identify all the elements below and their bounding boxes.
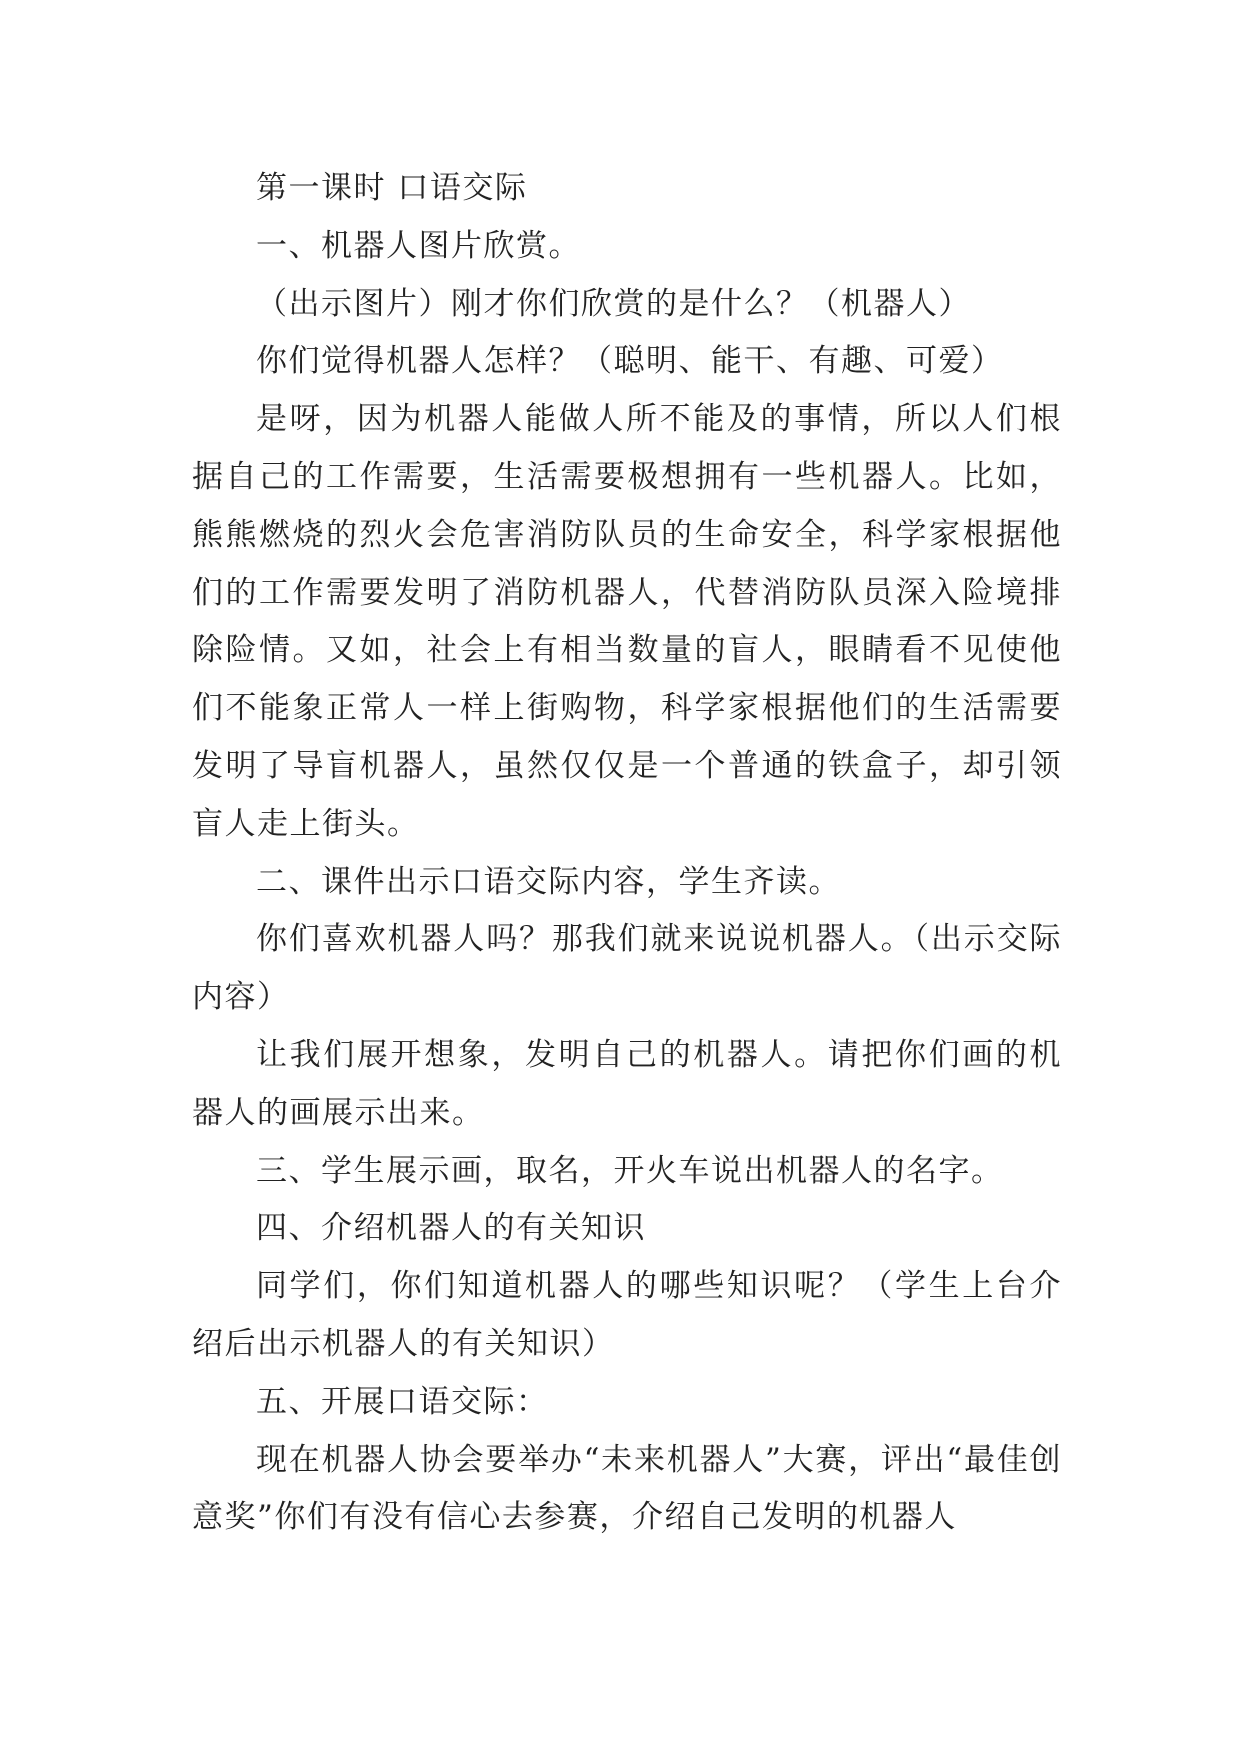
paragraph: 你们喜欢机器人吗？那我们就来说说机器人。（出示交际内容） <box>192 921 1062 1016</box>
paragraph: （出示图片）刚才你们欣赏的是什么？（机器人） <box>256 285 971 322</box>
paragraph: 是呀，因为机器人能做人所不能及的事情，所以人们根据自己的工作需要，生活需要极想拥有一些机器人。比如，熊熊燃烧的烈火会危害消防队员的生命安全，科学家根据他们的工作需要发明了消防机器人，代替消防队员深入险境排除险情。又如，社会上有相当数量的盲人，眼睛看不见使他们不能象正常人一样上街购物，科学家根据他们的生活需要发明了导盲机器人，虽然仅仅是一个普通的铁盒子，却引领盲人走上街头。 <box>192 401 1062 842</box>
paragraph: 同学们，你们知道机器人的哪些知识呢？（学生上台介绍后出示机器人的有关知识） <box>192 1268 1062 1362</box>
section-heading: 三、学生展示画，取名，开火车说出机器人的名字。 <box>256 1152 1004 1189</box>
section-heading: 四、介绍机器人的有关知识 <box>256 1210 646 1247</box>
paragraph: 你们觉得机器人怎样？（聪明、能干、有趣、可爱） <box>256 343 1004 380</box>
paragraph: 现在机器人协会要举办“未来机器人”大赛，评出“最佳创意奖”你们有没有信心去参赛，介绍自己发明的机器人 <box>192 1441 1062 1536</box>
section-heading: 二、课件出示口语交际内容，学生齐读。 <box>256 863 841 900</box>
document-body <box>192 160 1062 1547</box>
section-heading: 一、机器人图片欣赏。 <box>256 227 581 264</box>
paragraph: 让我们展开想象，发明自己的机器人。请把你们画的机器人的画展示出来。 <box>192 1036 1062 1131</box>
lesson-title: 第一课时 口语交际 <box>256 170 528 206</box>
section-heading: 五、开展口语交际： <box>256 1383 549 1420</box>
